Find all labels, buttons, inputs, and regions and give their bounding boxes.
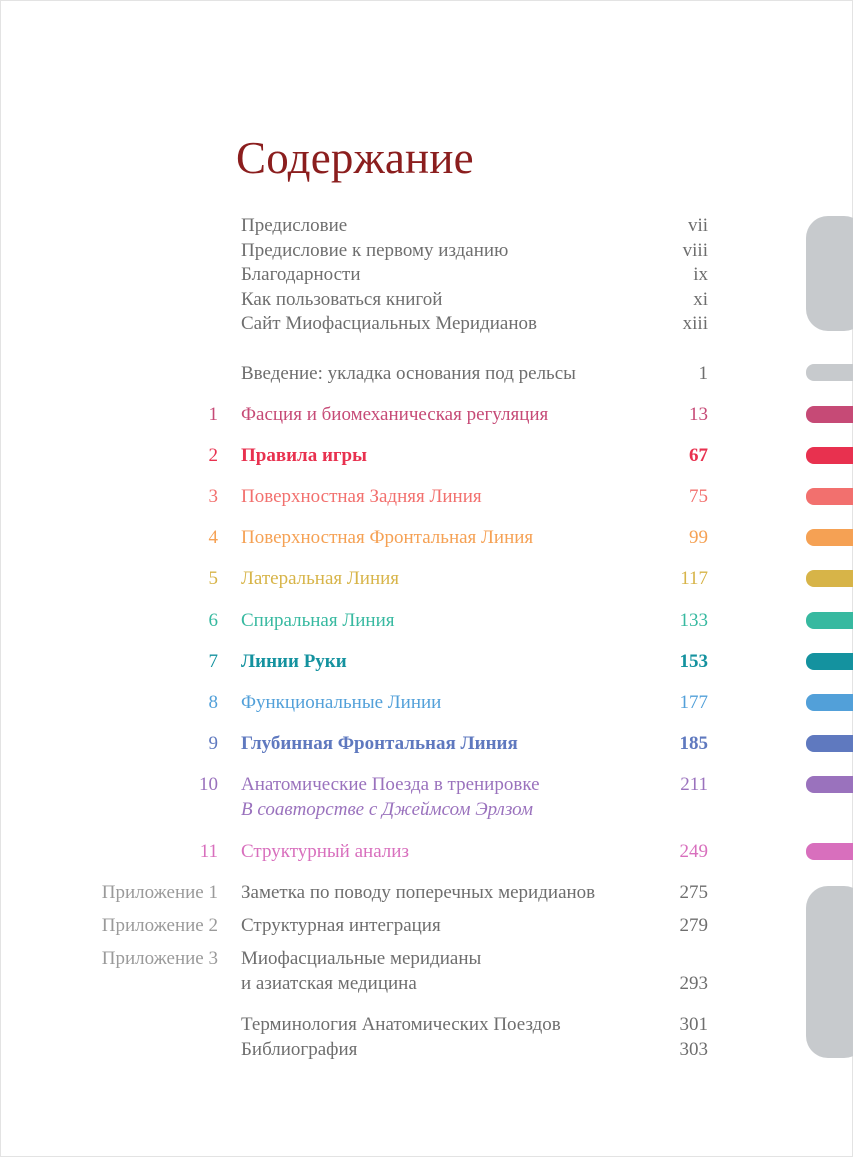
toc-entry-introduction[interactable] (0, 362, 853, 386)
chapter-number: 10 (199, 774, 218, 795)
chapter-title: Правила игры (241, 445, 367, 466)
toc-entry-first-edition-preface[interactable] (0, 239, 853, 263)
chapter-page: 117 (680, 568, 708, 589)
chapter-number: 1 (208, 404, 218, 425)
toc-appendix-3[interactable] (0, 947, 853, 994)
chapter-title: Линии Руки (241, 651, 347, 672)
tab-chapter-9[interactable] (806, 735, 853, 752)
appendix-number: Приложение 2 (101, 915, 218, 936)
toc-entry-terminology[interactable] (0, 1013, 853, 1037)
chapter-title: Фасция и биомеханическая регуляция (241, 404, 549, 425)
toc-entry-how-to-use[interactable] (0, 288, 853, 312)
chapter-page: 153 (679, 651, 708, 672)
toc-appendix-2[interactable] (0, 914, 853, 938)
appendix-title: Миофасциальные меридианы (241, 948, 482, 969)
chapter-number: 3 (208, 486, 218, 507)
chapter-title: Латеральная Линия (241, 568, 400, 589)
chapter-title: Анатомические Поезда в тренировке (241, 774, 540, 795)
toc-appendix-1[interactable] (0, 881, 853, 905)
chapter-page: 185 (679, 733, 708, 754)
chapter-page: 211 (680, 774, 708, 795)
toc-chapter-5[interactable] (0, 567, 853, 591)
chapter-page: 99 (689, 527, 708, 548)
toc-chapter-10[interactable] (0, 773, 853, 820)
entry-label: Благодарности (241, 264, 361, 285)
entry-page: viii (682, 240, 708, 261)
chapter-title: Спиральная Линия (241, 610, 395, 631)
tab-chapter-6[interactable] (806, 612, 853, 629)
tab-front-matter[interactable] (806, 216, 853, 331)
toc-chapter-1[interactable] (0, 403, 853, 427)
entry-page: vii (687, 215, 708, 236)
toc-chapter-3[interactable] (0, 485, 853, 509)
appendix-number: Приложение 1 (101, 882, 218, 903)
tab-chapter-2[interactable] (806, 447, 853, 464)
entry-label: Терминология Анатомических Поездов (241, 1014, 561, 1035)
tab-chapter-4[interactable] (806, 529, 853, 546)
chapter-page: 67 (689, 445, 708, 466)
entry-page: xiii (682, 313, 708, 334)
toc-entry-preface[interactable] (0, 214, 853, 238)
appendix-title: Заметка по поводу поперечных меридианов (241, 882, 596, 903)
toc-chapter-9[interactable] (0, 732, 853, 756)
entry-label: Предисловие (241, 215, 348, 236)
entry-page: 1 (698, 363, 708, 384)
entry-page: xi (693, 289, 708, 310)
toc-entry-website[interactable] (0, 312, 853, 336)
tab-back-matter[interactable] (806, 886, 853, 1058)
chapter-title: Поверхностная Фронтальная Линия (241, 527, 534, 548)
entry-label: Библиография (241, 1039, 358, 1060)
toc-chapter-4[interactable] (0, 526, 853, 550)
entry-label: Сайт Миофасциальных Меридианов (241, 313, 537, 334)
chapter-title: Поверхностная Задняя Линия (241, 486, 482, 507)
chapter-title: Глубинная Фронтальная Линия (241, 733, 518, 754)
appendix-page: 275 (679, 882, 708, 903)
tab-chapter-11[interactable] (806, 843, 853, 860)
toc-entry-acknowledgements[interactable] (0, 263, 853, 287)
tab-chapter-5[interactable] (806, 570, 853, 587)
tab-chapter-8[interactable] (806, 694, 853, 711)
page-title: Содержание (236, 133, 474, 183)
chapter-subtitle: В соавторстве с Джеймсом Эрлзом (241, 799, 534, 820)
tab-chapter-7[interactable] (806, 653, 853, 670)
chapter-number: 9 (208, 733, 218, 754)
chapter-number: 2 (208, 445, 218, 466)
toc-chapter-7[interactable] (0, 650, 853, 674)
chapter-number: 11 (199, 841, 218, 862)
entry-page: 303 (679, 1039, 708, 1060)
tab-chapter-3[interactable] (806, 488, 853, 505)
tab-chapter-10[interactable] (806, 776, 853, 793)
toc-chapter-11[interactable] (0, 840, 853, 864)
appendix-number: Приложение 3 (101, 948, 218, 969)
appendix-title: Структурная интеграция (241, 915, 441, 936)
entry-label: Как пользоваться книгой (241, 289, 443, 310)
chapter-number: 4 (208, 527, 218, 548)
chapter-title: Функциональные Линии (241, 692, 442, 713)
toc-chapter-6[interactable] (0, 609, 853, 633)
chapter-page: 13 (689, 404, 708, 425)
entry-label: Предисловие к первому изданию (241, 240, 509, 261)
chapter-number: 7 (208, 651, 218, 672)
chapter-number: 5 (208, 568, 218, 589)
appendix-page: 293 (679, 973, 708, 994)
chapter-number: 6 (208, 610, 218, 631)
tab-introduction[interactable] (806, 364, 853, 381)
chapter-number: 8 (208, 692, 218, 713)
appendix-page: 279 (679, 915, 708, 936)
appendix-title-line2: и азиатская медицина (241, 973, 417, 994)
chapter-page: 177 (679, 692, 708, 713)
toc-chapter-8[interactable] (0, 691, 853, 715)
tab-chapter-1[interactable] (806, 406, 853, 423)
entry-page: ix (693, 264, 708, 285)
chapter-page: 249 (679, 841, 708, 862)
entry-page: 301 (679, 1014, 708, 1035)
chapter-page: 75 (689, 486, 708, 507)
toc-entry-bibliography[interactable] (0, 1038, 853, 1062)
chapter-page: 133 (679, 610, 708, 631)
entry-label: Введение: укладка основания под рельсы (241, 363, 576, 384)
chapter-title: Структурный анализ (241, 841, 409, 862)
toc-chapter-2[interactable] (0, 444, 853, 468)
